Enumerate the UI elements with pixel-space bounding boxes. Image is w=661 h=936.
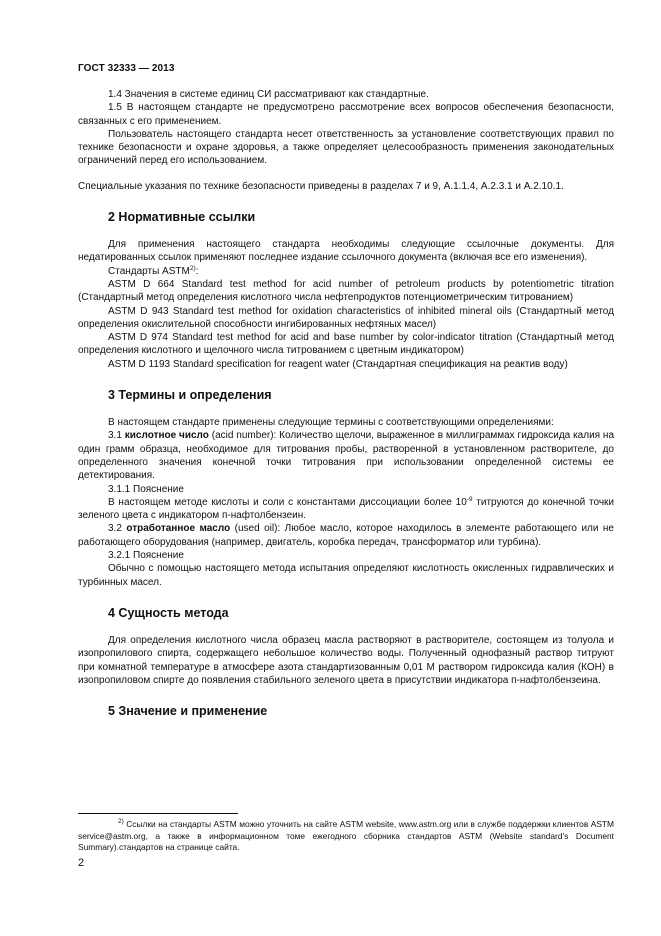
- section-3-intro: В настоящем стандарте применены следующие термины с соответствующими определениями:: [108, 417, 554, 429]
- paragraph-user-responsibility: Пользователь настоящего стандарта несет ответственность за установление соответствующих правил по технике безопасности и охране здоровья, а также определяет целесообразность применения законодательных ограничений перед его использованием.: [78, 128, 614, 167]
- note-3-2-1-label: 3.2.1 Пояснение: [108, 550, 184, 562]
- section-4-text: Для определения кислотного числа образец масла растворяют в растворителе, состоящем из толуола и изопропилового спирта, содержащего небольшое количество воды. Полученный однофазный раствор титруют при комнатной температуре в атмосфере азота стандартизованным 0,01 М раствором гидроксида калия (КОН) в изопропиловом спирте до появления стабильного зеленого цвета в присутствии индикатора п-нафтолбензеина.: [78, 634, 614, 686]
- reference-astm-d943: ASTM D 943 Standard test method for oxidation characteristics of inhibited mineral oils (Стандартный метод определения окислительной способности ингибированных нефтяных масел): [78, 305, 614, 330]
- footnote-divider: [78, 813, 238, 814]
- section-3-title: 3 Термины и определения: [108, 388, 272, 403]
- paragraph-1-4: 1.4 Значения в системе единиц СИ рассматривают как стандартные.: [108, 89, 429, 100]
- section-2-title: 2 Нормативные ссылки: [108, 210, 256, 225]
- term-3-1: 3.1 кислотное число (acid number): Количество щелочи, выраженное в миллиграммах гидроксида калия на один грамм образца, необходимое для титрования пробы, растворенной в установленном растворителе, до определенного значения конечной точки титрования при использовании определенной системы ее детектирования.: [78, 430, 615, 482]
- reference-astm-d974: ASTM D 974 Standard test method for acid and base number by color-indicator titration (Стандартный метод определения кислотного и щелочного числа титрованием с цветным индикатором): [78, 332, 614, 357]
- note-3-1-1-text: В настоящем методе кислоты и соли с константами диссоциации более $10^{-9}$ титруются до конечной точки зеленого цвета с индикатором п-нафтолбензеин.: [78, 495, 614, 522]
- footnote-ref: 2): [189, 264, 196, 272]
- term-used-oil: отработанное масло: [126, 523, 231, 535]
- term-3-2: 3.2 отработанное масло (used oil): Любое масло, которое находилось в элементе работающего или не работающего оборудования (например, двигатель, коробка передач, трансформатор или турбина).: [78, 523, 614, 548]
- page-number: 2: [78, 857, 85, 869]
- note-3-1-1-label: 3.1.1 Пояснение: [108, 483, 184, 495]
- footnote-2: $^{2)}$ Ссылки на стандарты ASTM можно уточнить на сайте ASTM website, www.astm.org или в службе поддержки клиентов ASTM service@astm.org, а также в информационном томе ежегодного сборника стандартов ASTM (Website standard’s Document Summary).стандартов на странице сайта.: [78, 818, 614, 852]
- astm-standards-label: Стандарты ASTM$^{2)}$:: [108, 264, 199, 277]
- page-content: [78, 88, 614, 732]
- reference-astm-d664: ASTM D 664 Standard test method for acid number of petroleum products by potentiometric titration (Стандартный метод определения кислотного числа нефтепродуктов потенциометрическим титрованием): [78, 278, 614, 304]
- section-2-intro: Для применения настоящего стандарта необходимы следующие ссылочные документы. Для недатированных ссылок применяют последнее издание ссылочного документа (включая все его изменения).: [78, 239, 614, 264]
- document-header: ГОСТ 32333 — 2013: [78, 63, 175, 74]
- section-5-title: 5 Значение и применение: [108, 704, 268, 719]
- section-4-title: 4 Сущность метода: [108, 605, 229, 620]
- paragraph-1-5: 1.5 В настоящем стандарте не предусмотрено рассмотрение всех вопросов обеспечения безопасности, связанных с его применением.: [78, 102, 614, 127]
- footnote-mark: 2): [118, 818, 124, 825]
- paragraph-safety-notes: Специальные указания по технике безопасности приведены в разделах 7 и 9, А.1.1.4, А.2.3.1 и А.2.10.1.: [78, 180, 564, 192]
- note-3-2-1-text: Обычно с помощью настоящего метода испытания определяют кислотность окисленных гидравлических и турбинных масел.: [78, 563, 614, 588]
- term-acid-number: кислотное число: [124, 430, 209, 442]
- reference-astm-d1193: ASTM D 1193 Standard specification for reagent water (Стандартная спецификация на реактив воду): [108, 358, 568, 370]
